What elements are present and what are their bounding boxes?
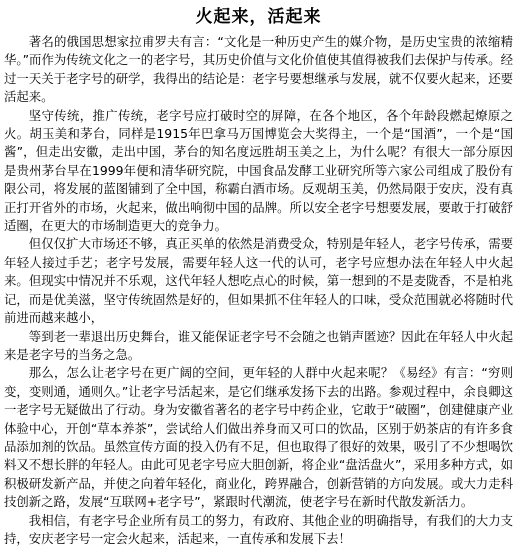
essay-paragraph-4: 等到老一辈退出历史舞台，谁又能保证老字号不会随之也销声匿迹？因此在年轻人中火起来是老字号的当务之急。 bbox=[4, 328, 513, 362]
essay-paragraph-2: 坚守传统，推广传统，老字号应打破时空的屏障，在各个地区，各个年龄段燃起燎原之火。胡玉美和茅台，同样是1915年巴拿马万国博览会大奖得主，一个是“国酒”，一个是“国酱”，但走出安徽，走出中国，茅台的知名度远胜胡玉美之上，为什么呢？有很大一部分原因是贵州茅台早在1999年便和清华研究院，中国食品发酵工业研究所等六家公司组成了股份有限公司，将发展的蓝图铺到了全中国，称霸白酒市场。反观胡玉美，仍然局限于安庆，没有真正打开省外的市场，火起来，做出响彻中国的品牌。所以安全老字号想要发展，要敢于打破舒适圈，在更大的市场制造更大的竞争力。 bbox=[4, 107, 513, 234]
essay-paragraph-6: 我相信，有老字号企业所有员工的努力，有政府、其他企业的明确指导，有我们的大力支持，安庆老字号一定会火起来，活起来，一直传承和发展下去！ bbox=[4, 512, 513, 546]
essay-paragraph-5: 那么，怎么让老字号在更广阔的空间，更年轻的人群中火起来呢？《易经》有言：“穷则变，变则通，通则久。”让老字号活起来，是它们继承发扬下去的出路。参观过程中，余良卿这一老字号无疑做出了行动。身为安徽省著名的老字号中药企业，它敢于“破圈”，创建健康产业体验中心，开创“草本养茶”，尝试给人们做出养身而又可口的饮品，区别于奶茶店的有许多食品添加剂的饮品。虽然宣传方面的投入仍有不足，但也取得了很好的效果，吸引了不少想喝饮料又不想长胖的年轻人。由此可见老字号应大胆创新，将企业“盘活盘火”，采用多种方式，如积极研发新产品，并使之向着年轻化，商业化，跨界融合，创新营销的方向发展。或大力走科技创新之路，发展“互联网+老字号”，紧跟时代潮流，使老字号在新时代散发新活力。 bbox=[4, 365, 513, 510]
essay-title: 火起来，活起来 bbox=[195, 7, 322, 27]
essay-paragraph-1: 著名的俄国思想家拉甫罗夫有言：“文化是一种历史产生的媒介物，是历史宝贵的浓缩精华。”而作为传统文化之一的老字号，其历史价值与文化价值使其值得被我们去保护与传承。经过一天关于老字号的研学，我得出的结论是：老字号要想继承与发展，就不仅要火起来，还要活起来。 bbox=[4, 34, 513, 105]
essay-paragraph-3: 但仅仅扩大市场还不够，真正买单的依然是消费受众，特别是年轻人，老字号传承，需要年轻人接过手艺；老字号发展，需要年轻人这一代的认可，老字号应想办法在年轻人中火起来。但现实中情况并不乐观，这代年轻人想吃点心的时候，第一想到的不是麦陇香，不是柏兆记，而是优美滋，坚守传统固然是好的，但如果抓不住年轻人的口味，受众范围就必将随时代前进而越来越小， bbox=[4, 236, 513, 326]
